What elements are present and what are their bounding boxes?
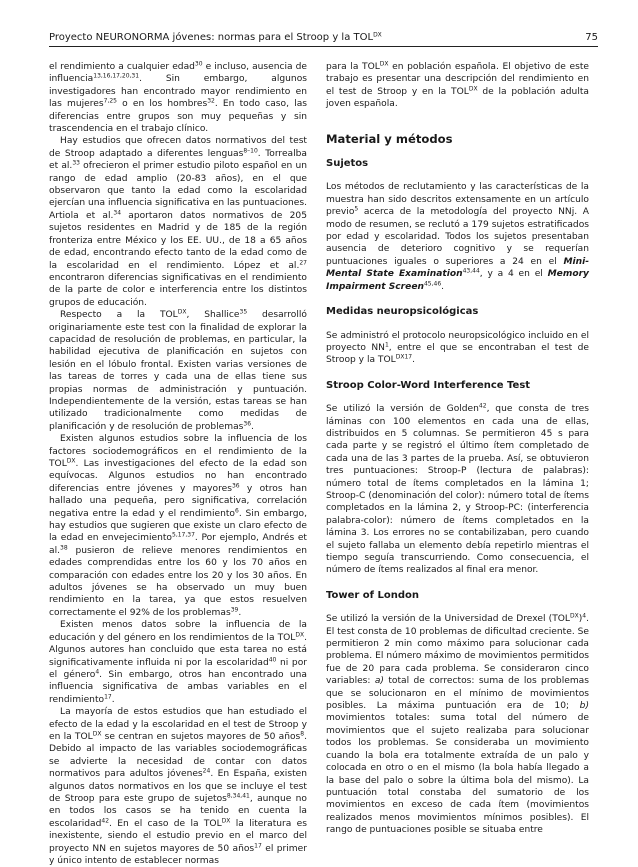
left-column	[49, 61, 307, 867]
running-title: Proyecto NEURONORMA jóvenes: normas para el Stroop y la $TOL^{DX}$	[49, 31, 382, 43]
paragraph: Los métodos de reclutamiento y las características de la muestra han sido descritos extensamente en un artículo previo$^5$ acerca de la metodología del proyecto NNj. A modo de resumen, se reclutó a 179 sujetos estratificados por edad y escolaridad. Todos los sujetos presentaban ausencia de deterioro cognitivo y se requerían puntuaciones iguales o superiores a 24 en el Mini-Mental State Examination$^{43,44}$, y a 4 en el Memory Impairment Screen$^{45,46}$.	[326, 182, 589, 292]
paragraph: Se utilizó la versión de la Universidad de Drexel $(TOL^{DX})^4$. El test consta de 10 problemas de dificultad creciente. Se permitieron 2 min como máximo para solucionar cada problema. El número máximo de movimientos permitidos fue de 20 para cada problema. Se consideraron cinco variables: a) total de correctos: suma de los problemas que se solucionaron en el mínimo de movimientos posibles. La máxima puntuación era de 10; b) movimientos totales: suma total del número de movimientos que el sujeto realizaba para solucionar todos los problemas. Se consideraba un movimiento cuando la bola era totalmente extraída de un palo y colocada en otro o en el mismo (la bola había llegado a la base del palo o sobre la última bola del mismo). La puntuación total constaba del sumatorio de los movimientos en exceso de cada ítem (movimientos realizados menos movimientos mínimos posibles). El rango de puntuaciones posible se situaba entre	[326, 612, 589, 836]
paragraph: Existen algunos estudios sobre la influencia de los factores sociodemográficos en el rendimiento de la $TOL^{DX}$. Las investigaciones del efecto de la edad son equívocas. Algunos estudios no han encontrado diferencias entre jóvenes y mayores$^{36}$ y otros han hallado una pequeña, pero significativa, correlación negativa entre la edad y el rendimiento$^6$. Sin embargo, hay estudios que sugieren que existe un claro efecto de la edad en envejecimiento$^{5,17,37}$. Por ejemplo, Andrés et al.$^{38}$ pusieron de relieve menores rendimientos en edades comprendidas entre los 60 y los 70 años en comparación con edades entre los 20 y los 30 años. En adultos jóvenes se ha observado un muy buen rendimiento en la tarea, ya que estos resuelven correctamente el 92% de los problemas$^{39}$.	[49, 434, 307, 618]
subsection-heading: Medidas neuropsicológicas	[326, 306, 479, 318]
paragraph: para la $TOL^{DX}$ en población española. El objetivo de este trabajo es presentar una descripción del rendimiento en el test de Stroop y en la $TOL^{DX}$ de la población adulta joven española.	[326, 60, 589, 110]
paragraph: La mayoría de estos estudios que han estudiado el efecto de la edad y la escolaridad en el test de Stroop y en la $TOL^{DX}$ se centran en sujetos mayores de 50 años$^8$. Debido al impacto de las variables sociodemográficas se advierte la necesidad de contar con datos normativos para adultos jóvenes$^{24}$. En España, existen algunos datos normativos en los que se incluye el test de Stroop para este grupo de sujetos$^{8,34,41}$, aunque no en todos los casos se ha tenido en cuenta la escolaridad$^{42}$. En el caso de la $TOL^{DX}$ la literatura es inexistente, siendo el estudio previo en el marco del proyecto NN en sujetos mayores de 50 años$^{17}$ el primer y único intento de establecer normas	[49, 707, 307, 866]
subsection-heading: Stroop Color-Word Interference Test	[326, 379, 531, 391]
right-column	[326, 61, 589, 837]
running-header	[49, 30, 598, 47]
paragraph: el rendimiento a cualquier edad$^{30}$ e incluso, ausencia de influencia$^{13,16,17,20,31}$. Sin embargo, algunos investigadores han encontrado mayor rendimiento en las mujeres$^{7,25}$ o en los hombres$^{32}$. En todo caso, las diferencias entre grupos son muy pequeñas y sin trascendencia en el trabajo clínico.	[49, 60, 308, 135]
section-heading: Material y métodos	[326, 131, 453, 146]
paragraph: Respecto a la $TOL^{DX}$, Shallice$^{35}$ desarrolló originariamente este test con la finalidad de explorar la capacidad de resolución de problemas, en particular, la habilidad ejecutiva de planificación en sujetos con lesión en el lóbulo frontal. Existen varias versiones de las tareas de torres y cada una de ellas tiene sus propias normas de administración y puntuación. Independientemente de la versión, estas tareas se han utilizado tradicionalmente como medidas de planificación y de resolución de problemas$^{36}$.	[49, 308, 307, 432]
page-number: 75	[585, 32, 598, 43]
paragraph: Hay estudios que ofrecen datos normativos del test de Stroop adaptado a diferentes lenguas$^{8-10}$. Torrealba et al.$^{33}$ ofrecieron el primer estudio piloto español en un rango de edad amplio (20-83 años), en el que observaron que tanto la edad como la escolaridad ejercían una influencia significativa en las puntuaciones. Artiola et al.$^{34}$ aportaron datos normativos de 205 sujetos residentes en Madrid y de 185 de la región fronteriza entre México y los EE. UU., de 18 a 65 años de edad, encontrando efecto tanto de la edad como de la escolaridad en el rendimiento. López et al.$^{27}$ encontraron diferencias significativas en el rendimiento de la parte de color e interferencia entre los distintos grupos de educación.	[49, 136, 307, 308]
subsection-heading: Sujetos	[326, 158, 369, 170]
paragraph: Se utilizó la versión de Golden$^{42}$, que consta de tres láminas con 100 elementos en cada una de ellas, distribuidos en 5 columnas. Se permitieron 45 s para cada parte y se registró el último ítem completado de cada una de las 3 partes de la prueba. Así, se obtuvieron tres puntuaciones: Stroop-P (lectura de palabras): número total de ítems completados en la lámina 1; Stroop-C (denominación del color): número total de ítems completados en la lámina 2, y Stroop-PC: (interferencia palabra-color): número de ítems completados en la lámina 3. Los errores no se contabilizaban, pero cuando el sujeto fallaba un elemento debía repetirlo mientras el tiempo seguía transcurriendo. Como consecuencia, el número de ítems realizados al final era menor.	[326, 402, 590, 576]
paragraph: Se administró el protocolo neuropsicológico incluido en el proyecto $NN^1$, entre el que se encontraban el test de Stroop y la $TOL^{DX17}$.	[326, 330, 589, 366]
subsection-heading: Tower of London	[326, 589, 420, 601]
paragraph: Existen menos datos sobre la influencia de la educación y del género en los rendimientos de la $TOL^{DX}$. Algunos autores han concluido que esta tarea no está significativamente influida ni por la escolaridad$^{40}$ ni por el género$^4$. Sin embargo, otros han encontrado una influencia significativa de ambas variables en el rendimiento$^{17}$.	[49, 620, 308, 705]
